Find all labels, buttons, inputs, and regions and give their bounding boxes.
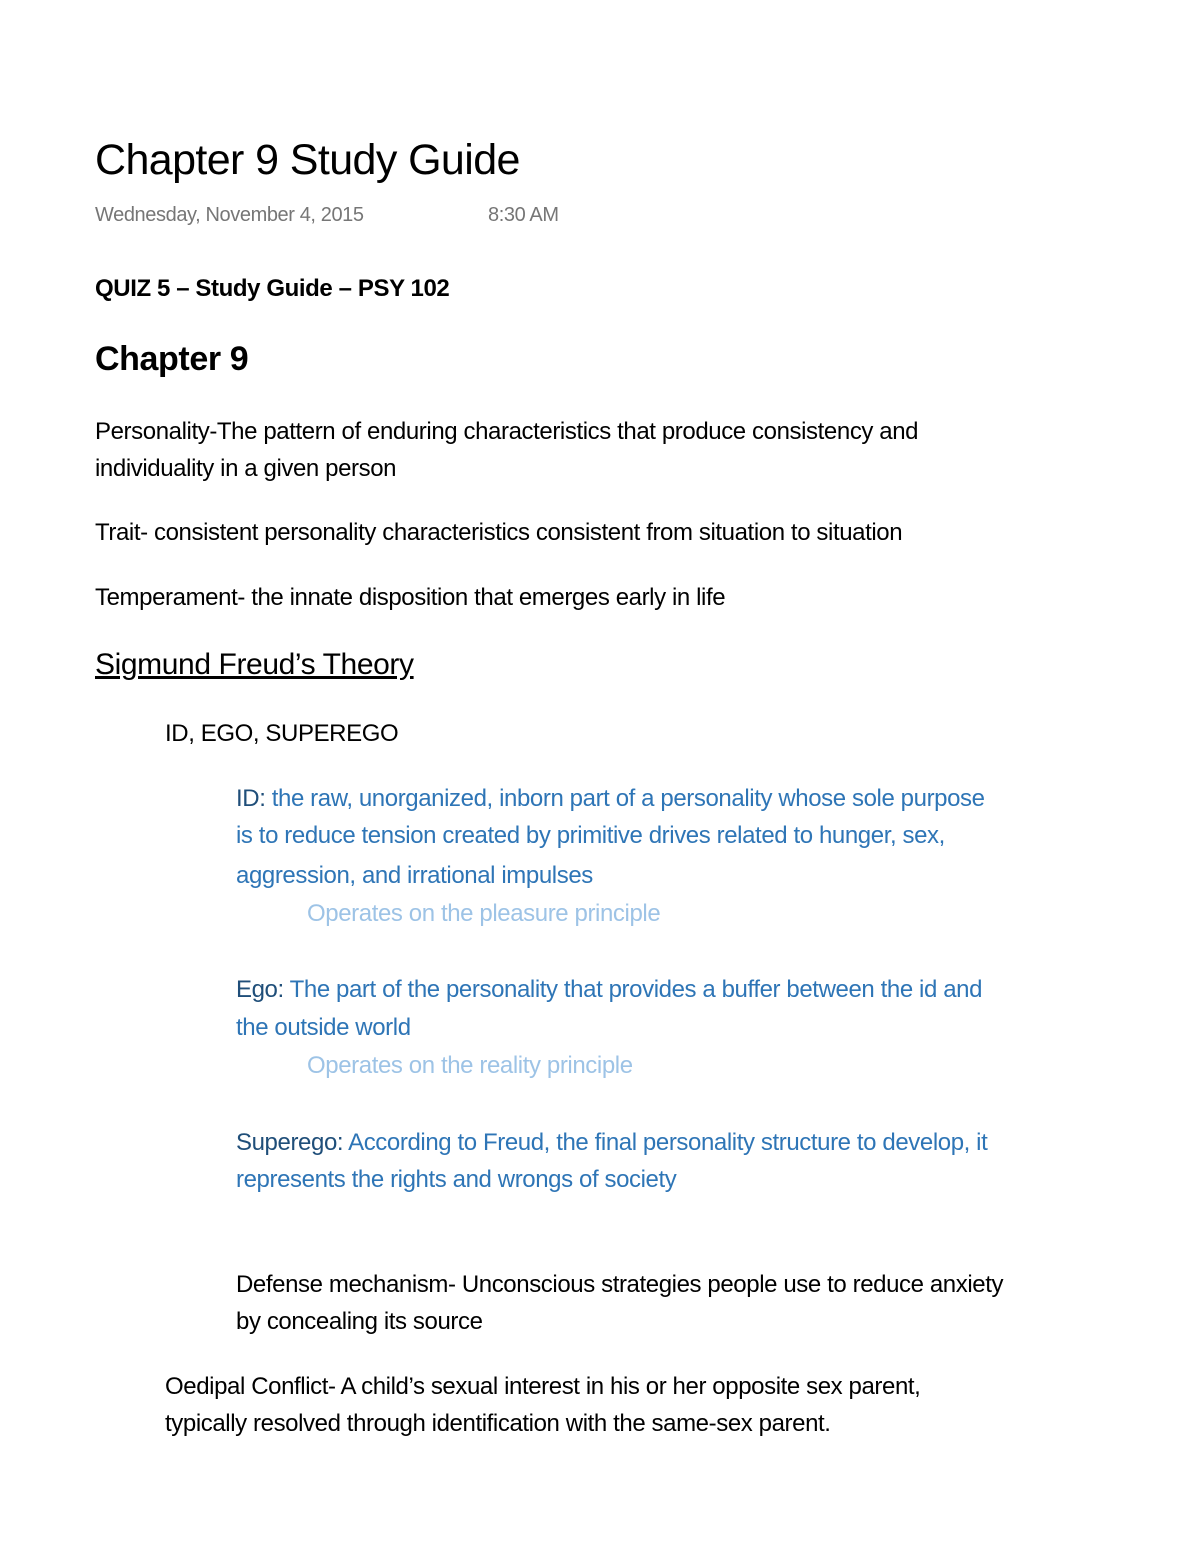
- oedipal-conflict-definition-line2: typically resolved through identification with the same-sex parent.: [165, 1410, 831, 1437]
- temperament-definition: Temperament- the innate disposition that emerges early in life: [95, 584, 726, 611]
- page-title: Chapter 9 Study Guide: [95, 136, 520, 184]
- superego-definition: Superego: According to Freud, the final personality structure to develop, it: [236, 1129, 988, 1156]
- superego-term: Superego:: [236, 1129, 344, 1156]
- quiz-heading: QUIZ 5 – Study Guide – PSY 102: [95, 275, 450, 302]
- id-definition: ID: the raw, unorganized, inborn part of a personality whose sole purpose: [236, 785, 985, 812]
- ego-definition-line2: the outside world: [236, 1014, 411, 1041]
- id-term: ID:: [236, 785, 266, 812]
- defense-mechanism-definition-line2: by concealing its source: [236, 1308, 483, 1335]
- page-date: Wednesday, November 4, 2015: [95, 204, 364, 226]
- superego-definition-line2: represents the rights and wrongs of society: [236, 1166, 677, 1193]
- personality-definition-cont: individuality in a given person: [95, 455, 397, 482]
- section-heading-freud: Sigmund Freud’s Theory: [95, 648, 414, 681]
- id-definition-line2: is to reduce tension created by primitive drives related to hunger, sex,: [236, 822, 945, 849]
- ego-note: Operates on the reality principle: [307, 1052, 633, 1079]
- chapter-heading: Chapter 9: [95, 340, 249, 378]
- oedipal-conflict-definition: Oedipal Conflict- A child’s sexual interest in his or her opposite sex parent,: [165, 1373, 921, 1400]
- trait-definition: Trait- consistent personality characteristics consistent from situation to situation: [95, 519, 903, 546]
- structures-label: ID, EGO, SUPEREGO: [165, 720, 399, 747]
- page-time: 8:30 AM: [488, 204, 559, 226]
- id-definition-line3: aggression, and irrational impulses: [236, 862, 593, 889]
- id-note: Operates on the pleasure principle: [307, 900, 661, 927]
- ego-term: Ego:: [236, 976, 284, 1003]
- defense-mechanism-definition: Defense mechanism- Unconscious strategies people use to reduce anxiety: [236, 1271, 1004, 1298]
- personality-definition: Personality-The pattern of enduring characteristics that produce consistency and: [95, 418, 919, 445]
- ego-definition: Ego: The part of the personality that provides a buffer between the id and: [236, 976, 983, 1003]
